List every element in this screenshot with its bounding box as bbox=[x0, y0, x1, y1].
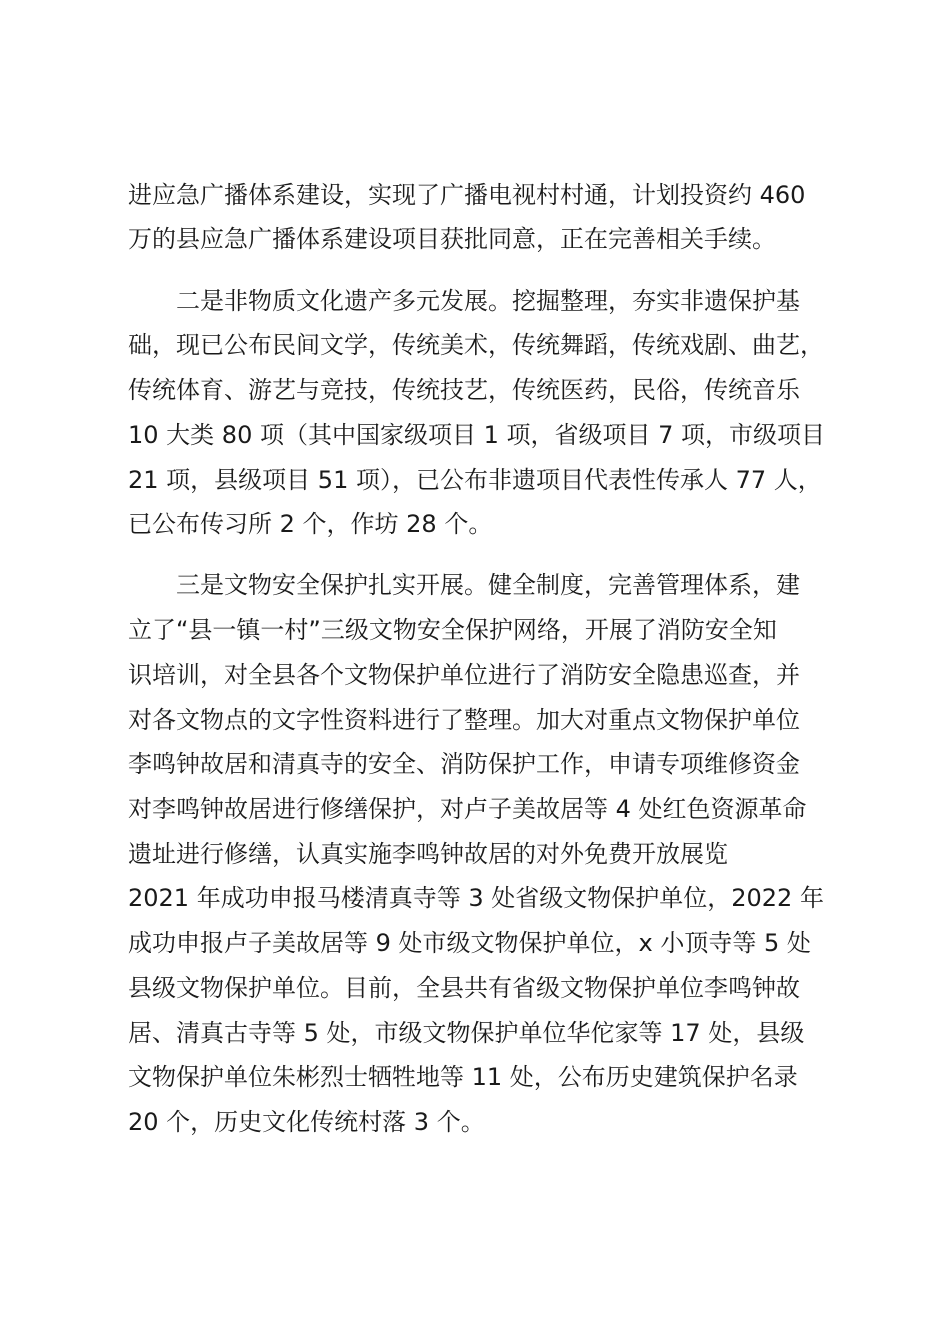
paragraph-3-line-9: 成功申报卢子美故居等 9 处市级文物保护单位，x 小顶寺等 5 处 bbox=[128, 929, 811, 957]
paragraph-3-line-8: 2021 年成功申报马楼清真寺等 3 处省级文物保护单位，2022 年 bbox=[128, 884, 824, 912]
paragraph-2-line-5: 21 项，县级项目 51 项），已公布非遗项目代表性传承人 77 人， bbox=[128, 466, 822, 494]
paragraph-3-line-6: 对李鸣钟故居进行修缮保护，对卢子美故居等 4 处红色资源革命 bbox=[128, 795, 807, 823]
paragraph-3-line-13: 20 个，历史文化传统村落 3 个。 bbox=[128, 1108, 485, 1136]
paragraph-1-line-2: 万的县应急广播体系建设项目获批同意，正在完善相关手续。 bbox=[128, 225, 776, 253]
paragraph-3-line-5: 李鸣钟故居和清真寺的安全、消防保护工作，申请专项维修资金 bbox=[128, 750, 800, 778]
paragraph-3-line-12: 文物保护单位朱彬烈士牺牲地等 11 处，公布历史建筑保护名录 bbox=[128, 1063, 798, 1091]
paragraph-3-line-2: 立了“县一镇一村”三级文物安全保护网络，开展了消防安全知 bbox=[128, 616, 777, 644]
paragraph-1-line-1: 进应急广播体系建设，实现了广播电视村村通，计划投资约 460 bbox=[128, 181, 806, 209]
paragraph-3-line-11: 居、清真古寺等 5 处，市级文物保护单位华佗家等 17 处，县级 bbox=[128, 1019, 805, 1047]
paragraph-2-line-2: 础，现已公布民间文学，传统美术，传统舞蹈，传统戏剧、曲艺， bbox=[128, 331, 824, 359]
paragraph-2-line-1: 二是非物质文化遗产多元发展。挖掘整理，夯实非遗保护基 bbox=[176, 287, 800, 315]
paragraph-2-line-4: 10 大类 80 项（其中国家级项目 1 项，省级项目 7 项，市级项目 bbox=[128, 421, 826, 449]
paragraph-3-line-4: 对各文物点的文字性资料进行了整理。加大对重点文物保护单位 bbox=[128, 706, 800, 734]
paragraph-2-line-3: 传统体育、游艺与竞技，传统技艺，传统医药，民俗，传统音乐 bbox=[128, 376, 800, 404]
paragraph-3-line-3: 识培训，对全县各个文物保护单位进行了消防安全隐患巡查，并 bbox=[128, 661, 800, 689]
paragraph-2-line-6: 已公布传习所 2 个，作坊 28 个。 bbox=[128, 510, 493, 538]
paragraph-3-line-7: 遗址进行修缮，认真实施李鸣钟故居的对外免费开放展览 bbox=[128, 840, 728, 868]
paragraph-3-line-10: 县级文物保护单位。目前，全县共有省级文物保护单位李鸣钟故 bbox=[128, 974, 800, 1002]
paragraph-3-line-1: 三是文物安全保护扎实开展。健全制度，完善管理体系，建 bbox=[176, 571, 800, 599]
